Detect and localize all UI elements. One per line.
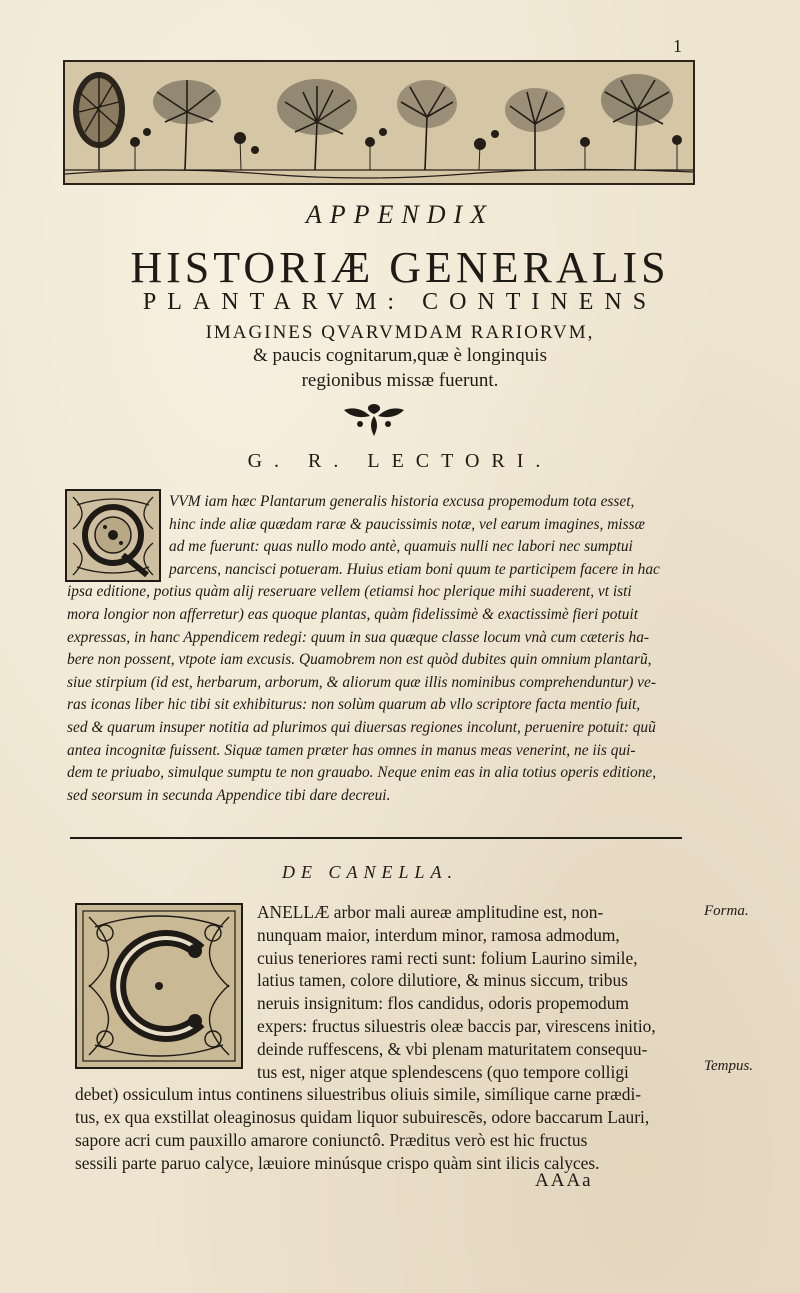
body-line: cuius teneriores rami recti sunt: folium Laurino simile, bbox=[257, 947, 638, 968]
preface-line: parcens, nancisci potueram. Huius etiam boni quum te participem facere in hac bbox=[169, 560, 660, 578]
body-line: sessili parte paruo calyce, læuiore minúsque crispo quàm sint ilicis calyces. bbox=[75, 1152, 600, 1173]
preface-line: ras iconas liber hic tibi sit exhibiturus: non solùm quarum ab vllo scriptore facta mentio fuit, bbox=[67, 696, 641, 714]
body-line: tus est, niger atque splendescens (quo tempore colligi bbox=[257, 1061, 629, 1082]
subtitle-line-3: & paucis cognitarum,quæ è longinquis bbox=[253, 345, 547, 366]
preface-line: mora longior non afferretur) eas quoque plantas, quàm fidelissimè & exactissimè fieri potuit bbox=[67, 605, 638, 623]
body-line: deinde ruffescens, & vbi plenam maturitatem consequu- bbox=[257, 1038, 648, 1059]
section-title: DE CANELLA. bbox=[281, 862, 458, 882]
preface-line: sed seorsum in secunda Appendice tibi dare decreui. bbox=[67, 786, 391, 804]
appendix-heading: APPENDIX bbox=[305, 200, 495, 229]
preface-line: ad me fuerunt: quas nullo modo antè, quamuis nulli nec labori nec sumptui bbox=[169, 538, 633, 556]
section-divider bbox=[70, 837, 682, 839]
preface-line: ipsa editione, potius quàm alij reseruare vellem (etiamsi hoc plerique mihi suaderent, vt isti bbox=[67, 583, 632, 601]
preface-line: siue stirpium (id est, herbarum, arborum, & aliorum quæ illis nominibus comprehenduntur) ve- bbox=[67, 673, 656, 691]
lectori-heading: G. R. LECTORI. bbox=[247, 450, 553, 472]
body-line: expers: fructus siluestris oleæ baccis par, virescens initio, bbox=[257, 1015, 656, 1036]
subtitle-imagines: IMAGINES QVARVMDAM RARIORVM, bbox=[205, 322, 595, 343]
margin-note-forma: Forma. bbox=[704, 903, 749, 919]
preface-text bbox=[67, 491, 707, 807]
canella-text bbox=[75, 901, 700, 1175]
preface-line: bere non possent, vtpote iam excusis. Quamobrem non est quòd dubites quin omnium plantarũ, bbox=[67, 651, 652, 669]
woodcut-plant-banner bbox=[63, 60, 695, 185]
preface-line: expressas, in hanc Appendicem redegi: quum in sua quæque classe locum vnà cum cæteris ha- bbox=[67, 628, 650, 646]
main-title: HISTORIÆ GENERALIS bbox=[130, 243, 670, 292]
body-line: neruis insignitum: flos candidus, odoris propemodum bbox=[257, 993, 629, 1014]
subtitle-plantarum: PLANTARVM: CONTINENS bbox=[142, 289, 658, 315]
body-line: nunquam maior, interdum minor, ramosa admodum, bbox=[257, 924, 620, 945]
subtitle-line-4: regionibus missæ fuerunt. bbox=[301, 370, 499, 391]
body-line: ANELLÆ arbor mali aureæ amplitudine est, non- bbox=[257, 902, 604, 922]
preface-line: dem te priuabo, simulque sumptu te non grauabo. Neque enim eas in alia totius operis editione, bbox=[67, 764, 657, 782]
page-number: 1 bbox=[673, 36, 682, 56]
fleuron-ornament-icon bbox=[340, 400, 408, 438]
signature-mark: AAAa bbox=[535, 1170, 593, 1191]
preface-line: antea incognitæ fuissent. Siquæ tamen præter has omnes in manus meas venerint, ne iis qui- bbox=[67, 741, 636, 759]
body-line: tus, ex qua exstillat oleaginosus quidam liquor subuirescẽs, odore baccarum Lauri, bbox=[75, 1107, 650, 1128]
body-line: sapore acri cum pauxillo amarore coniunctô. Præditus verò est hic fructus bbox=[75, 1129, 588, 1150]
preface-line: VVM iam hæc Plantarum generalis historia excusa propemodum tota esset, bbox=[169, 493, 635, 510]
body-line: latius tamen, colore dilutiore, & minus siccum, tribus bbox=[257, 970, 628, 991]
body-line: debet) ossiculum intus continens siluestribus oliuis simile, simílique carne prædi- bbox=[75, 1084, 642, 1105]
preface-line: hinc inde aliæ quædam raræ & paucissimis notæ, vel earum imagines, missæ bbox=[169, 515, 645, 533]
preface-line: sed & quarum insuper notitia ad plurimos qui diuersas regiones incolunt, peruenire potuit: quũ bbox=[67, 718, 656, 736]
margin-note-tempus: Tempus. bbox=[704, 1058, 754, 1074]
